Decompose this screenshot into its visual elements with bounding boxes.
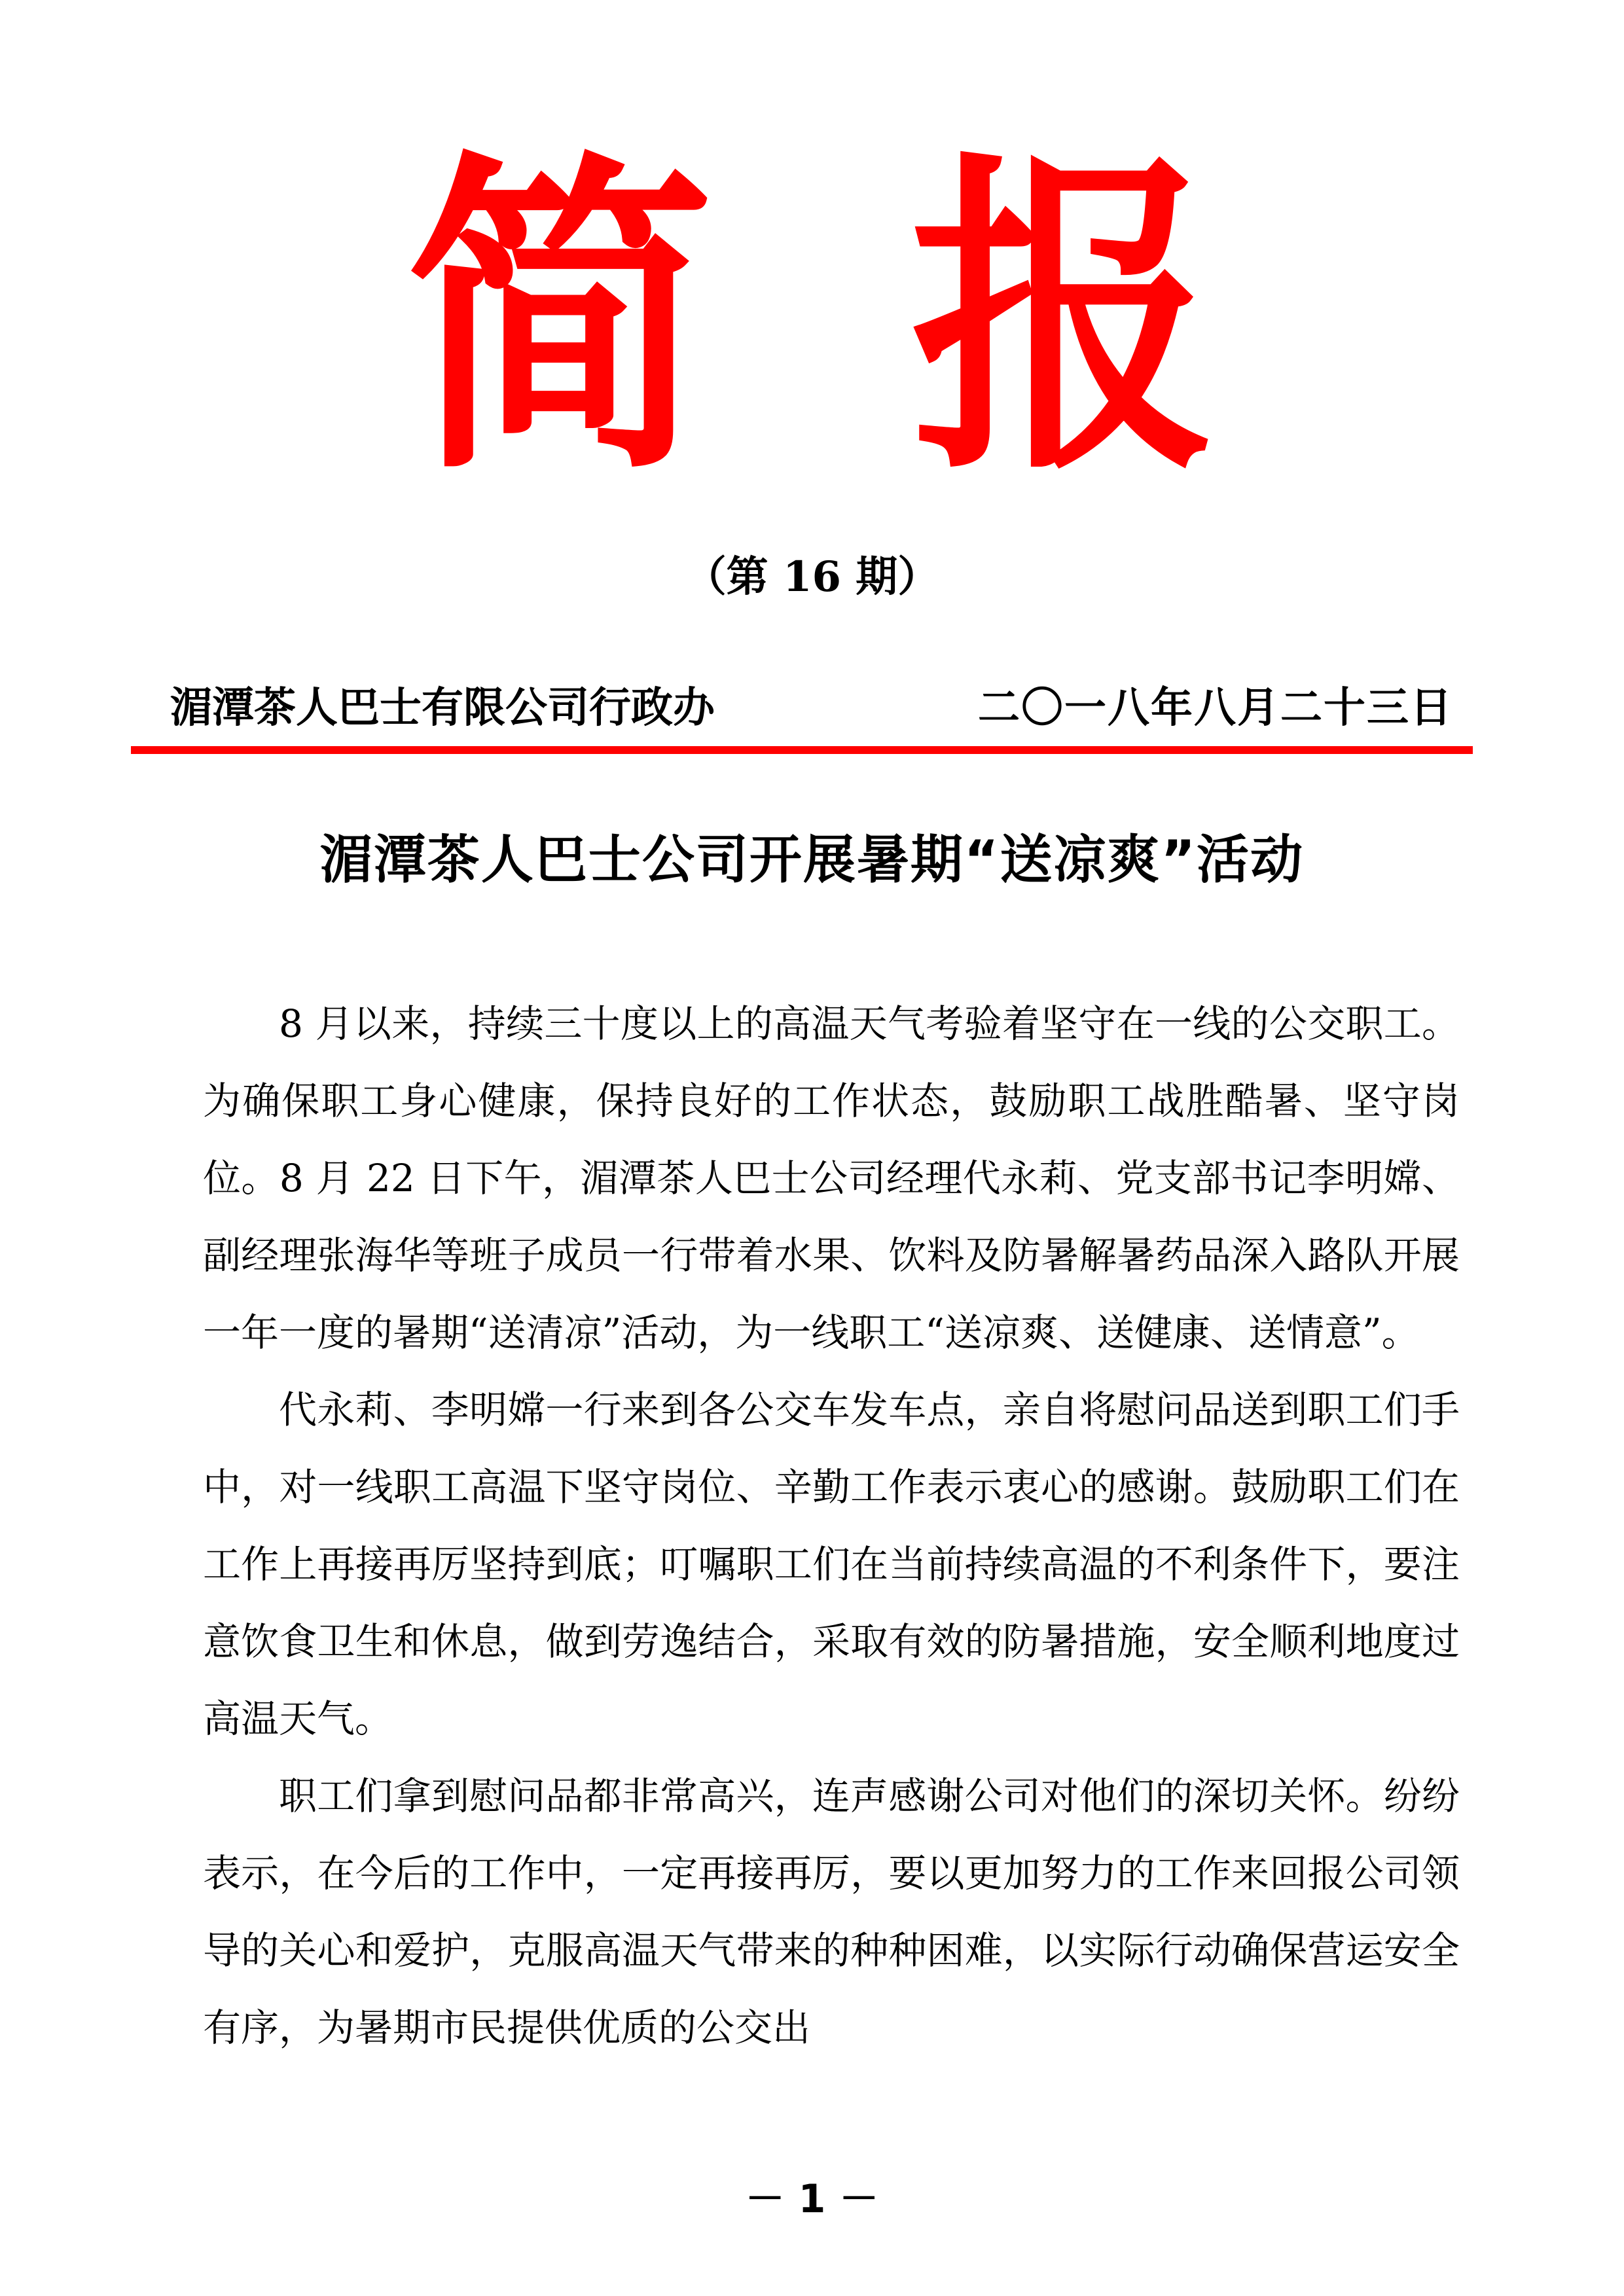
- red-divider: [131, 746, 1473, 754]
- issue-number: （第 16 期）: [684, 552, 940, 601]
- article-body: [203, 985, 1460, 2066]
- paragraph-1: 8 月以来，持续三十度以上的高温天气考验着坚守在一线的公交职工。为确保职工身心健康，保持良好的工作状态，鼓励职工战胜酷暑、坚守岗位。8 月 22 日下午，湄潭茶人巴士公司经理代永莉、党支部书记李明嫦、副经理张海华等班子成员一行带着水果、饮料及防暑解暑药品深入路队开展一年一度的暑期“送清凉”活动，为一线职工“送凉爽、送健康、送情意”。: [203, 1001, 1460, 1355]
- issuer-line: [170, 683, 1453, 732]
- article-title: 湄潭茶人巴士公司开展暑期“送凉爽”活动: [319, 829, 1305, 890]
- masthead-char-2: 报: [910, 127, 1218, 514]
- paragraph-2: 代永莉、李明嫦一行来到各公交车发车点，亲自将慰问品送到职工们手中，对一线职工高温下坚守岗位、辛勤工作表示衷心的感谢。鼓励职工们在工作上再接再厉坚持到底；叮嘱职工们在当前持续高温的不利条件下，要注意饮食卫生和休息，做到劳逸结合，采取有效的防暑措施，安全顺利地度过高温天气。: [203, 1388, 1460, 1741]
- issue-date: 二〇一八年八月二十三日: [978, 683, 1453, 732]
- page-number: － 1 －: [745, 2176, 879, 2222]
- issuer: 湄潭茶人巴士有限公司行政办: [170, 683, 715, 732]
- masthead-char-1: 简: [406, 127, 714, 514]
- masthead: [0, 127, 1624, 514]
- paragraph-3: 职工们拿到慰问品都非常高兴，连声感谢公司对他们的深切关怀。纷纷表示，在今后的工作中，一定再接再厉，要以更加努力的工作来回报公司领导的关心和爱护，克服高温天气带来的种种困难，以实际行动确保营运安全有序，为暑期市民提供优质的公交出: [203, 1774, 1460, 2050]
